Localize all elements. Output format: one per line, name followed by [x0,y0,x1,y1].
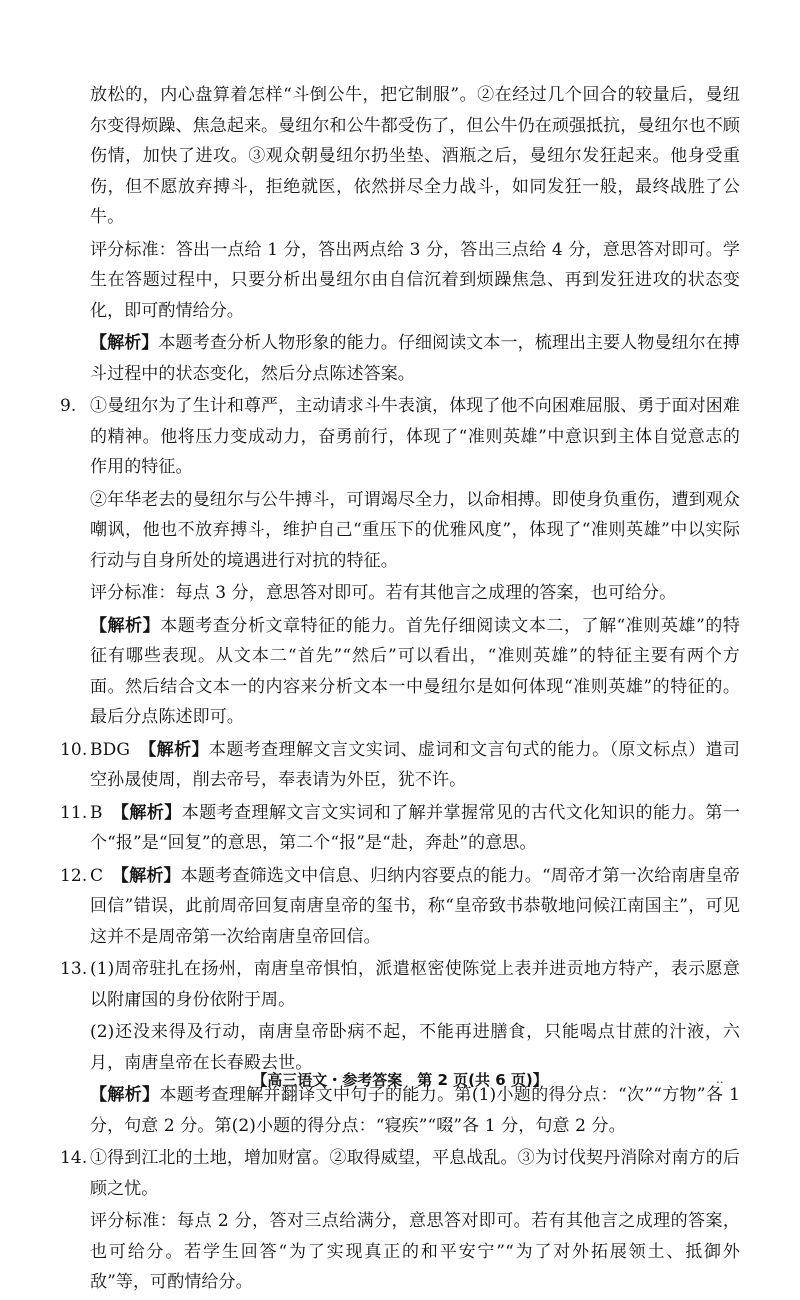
question-number: 9. [60,396,77,416]
answer-choice: B [90,802,121,823]
q14-scoring-criteria: 评分标准：每点 2 分，答对三点给满分，意思答对即可。若有其他言之成理的答案，也可给分。若学生回答“为了实现真正的和平安宁”“为了对外拓展领土、抵御外敌”等，可酌情给分。 [90,1211,740,1292]
question-13 [60,954,740,1141]
q11-answer [90,798,740,859]
question-12 [60,861,740,953]
answer-choice: BDG [90,739,148,760]
page-content [60,80,740,1300]
analysis-tag: 【解析】 [120,865,181,886]
q12-answer [90,861,740,953]
q14-answer: ①得到江北的土地，增加财富。②取得威望，平息战乱。③为讨伐契丹消除对南方的后顾之忧。 [90,1148,740,1199]
corner-mark: .. [716,1072,724,1086]
q9-point-2: ②年华老去的曼纽尔与公牛搏斗，可谓竭尽全力，以命相搏。即使身负重伤，遭到观众嘲讽，他也不放弃搏斗，维护自己“重压下的优雅风度”，体现了“准则英雄”中以实际行动与自身所处的境遇进行对抗的特征。 [90,489,740,571]
question-number: 14. [60,1148,88,1168]
q13-translation-1: (1)周帝驻扎在扬州，南唐皇帝惧怕，派遣枢密使陈觉上表并进贡地方特产，表示愿意以附庸国的身份依附于周。 [90,959,740,1010]
question-number: 13. [60,959,88,979]
analysis-text: 本题考查分析文章特征的能力。首先仔细阅读文本二，了解“准则英雄”的特征有哪些表现。从文本二“首先”“然后”可以看出，“准则英雄”的特征主要有两个方面。然后结合文本一的内容来分析文本一中曼纽尔是如何体现“准则英雄”的特征的。最后分点陈述即可。 [90,615,740,727]
q8-continuation: 放松的，内心盘算着怎样“斗倒公牛，把它制服”。②在经过几个回合的较量后，曼纽尔变得烦躁、焦急起来。曼纽尔和公牛都受伤了，但公牛仍在顽强抵抗，曼纽尔也不顾伤情，加快了进攻。③观众朝曼纽尔扔坐垫、酒瓶之后，曼纽尔发狂起来。他身受重伤，但不愿放弃搏斗，拒绝就医，依然拼尽全力战斗，如同发狂一般，最终战胜了公牛。 [90,85,740,227]
question-11 [60,798,740,859]
answer-choice: C [90,865,121,886]
analysis-text: 本题考查分析人物形象的能力。仔细阅读文本一，梳理出主要人物曼纽尔在搏斗过程中的状态变化，然后分点陈述答案。 [90,333,740,384]
q8-scoring-criteria: 评分标准：答出一点给 1 分，答出两点给 3 分，答出三点给 4 分，意思答对即可。学生在答题过程中，只要分析出曼纽尔由自信沉着到烦躁焦急、再到发狂进攻的状态变化，即可酌情给分。 [90,239,740,321]
analysis-tag: 【解析】 [147,739,209,760]
analysis-tag: 【解析】 [90,333,159,353]
analysis-text: 本题考查理解并翻译文中句子的能力。第(1)小题的得分点：“次”“方物”各 1 分，句意 2 分。第(2)小题的得分点：“寝疾”“啜”各 1 分，句意 2 分。 [90,1085,740,1136]
analysis-tag: 【解析】 [120,802,182,823]
analysis-text: 本题考查理解文言文实词、虚词和文言句式的能力。（原文标点）遣司空孙晟使周，削去帝号，奉表请为外臣，犹不许。 [90,739,740,790]
question-number: 12. [60,865,88,886]
analysis-text: 本题考查筛选文中信息、归纳内容要点的能力。“周帝才第一次给南唐皇帝回信”错误，此前周帝回复南唐皇帝的玺书，称“皇帝致书恭敬地问候江南国主”，可见这并不是周帝第一次给南唐皇帝回信。 [90,865,740,947]
question-9 [60,391,740,733]
q9-analysis [90,611,740,733]
page-footer: 【高三语文・参考答案 第 2 页(共 6 页)】 [252,1071,548,1089]
q9-point-1: ①曼纽尔为了生计和尊严，主动请求斗牛表演，体现了他不向困难屈服、勇于面对困难的精神。他将压力变成动力，奋勇前行，体现了“准则英雄”中意识到主体自觉意志的作用的特征。 [90,396,740,477]
analysis-tag: 【解析】 [90,615,161,636]
question-10 [60,735,740,796]
question-number: 10. [60,739,88,760]
analysis-text: 本题考查理解文言文实词和了解并掌握常见的古代文化知识的能力。第一个“报”是“回复”的意思，第二个“报”是“赴，奔赴”的意思。 [90,802,740,853]
q8-analysis [86,328,740,389]
q10-answer [90,735,740,796]
q9-scoring-criteria: 评分标准：每点 3 分，意思答对即可。若有其他言之成理的答案，也可给分。 [90,583,677,603]
question-number: 11. [60,802,88,823]
analysis-tag: 【解析】 [90,1085,160,1105]
question-14 [60,1143,740,1298]
q13-translation-2: (2)还没来得及行动，南唐皇帝卧病不起，不能再进膳食，只能喝点甘蔗的汁液，六月，南唐皇帝在长春殿去世。 [90,1022,740,1073]
